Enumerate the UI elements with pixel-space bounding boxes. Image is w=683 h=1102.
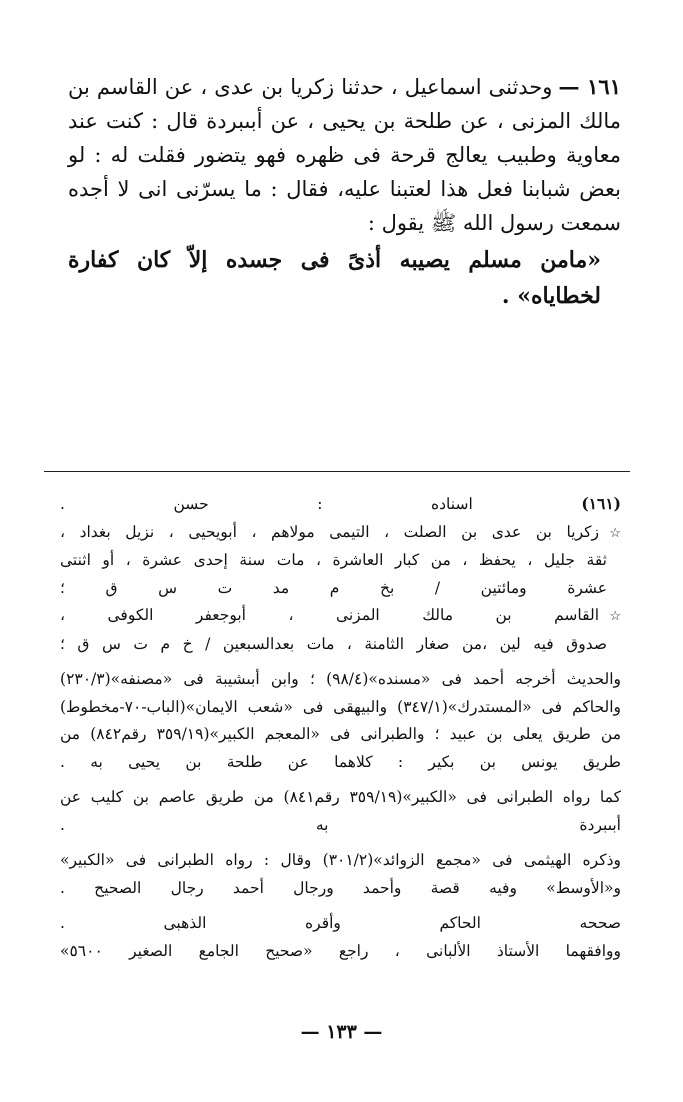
narrator-1-detail: ثقة جليل ، يحفظ ، من كبار العاشرة ، مات سنة إحدى عشرة ، أو اثنتى <box>60 551 607 569</box>
footnote-number: (١٦١) <box>581 494 621 513</box>
takhrij-line: والحاكم فى «المستدرك»(٣٤٧/١) والبيهقى فى «شعب الايمان»(الباب-٧٠-مخطوط) <box>60 697 622 716</box>
narrator-2-name: ☆القاسم بن مالك المزنى ، أبوجعفر الكوفى ، <box>60 602 621 631</box>
quote-line-2: لخطاياه» . <box>501 283 601 309</box>
takhrij-line: والحديث أخرجه أحمد فى «مسنده»(٩٨/٤) ؛ وابن أبىشيبة فى «مصنفه»(٢٣٠/٣) <box>60 670 621 688</box>
hadith-line-5: سمعت رسول الله ﷺ يقول : <box>367 211 621 235</box>
narrator-2-detail: صدوق فيه لين ،من صغار الثامنة ، مات بعدالسبعين / خ م ت س ق ؛ <box>60 634 607 653</box>
authentication-line: ووافقهما الأستاذ الألبانى ، راجع «صحيح الجامع الصغير ٥٦٠٠» <box>60 941 621 960</box>
haythami-paragraph <box>60 847 621 902</box>
isnad-grading: (١٦١) اسناده : حسن . <box>60 494 621 513</box>
takhrij-paragraph <box>60 666 621 776</box>
footnotes <box>60 490 621 965</box>
hadith-line-2: مالك المزنى ، عن طلحة بن يحيى ، عن أبىبردة قال : كنت عند <box>68 109 621 133</box>
narrator-1-name: ☆زكريا بن عدى بن الصلت ، التيمى مولاهم ، أبويحيى ، نزيل بغداد ، <box>60 519 621 548</box>
quote-line-1: «مامن مسلم يصيبه أذىً فى جسده إلاّ كان كفارة <box>68 247 601 273</box>
page-number: — ١٣٣ — <box>300 1021 383 1043</box>
haythami-line: و«الأوسط» وفيه قصة وأحمد ورجال أحمد رجال الصحيح . <box>60 878 621 897</box>
hadith-number: ١٦١ — <box>558 74 621 99</box>
tabarani-paragraph <box>60 784 621 839</box>
authentication-line: صححه الحاكم وأقره الذهبى . <box>60 914 621 932</box>
takhrij-line: طريق يونس بن بكير : كلاهما عن طلحة بن يحيى به . <box>60 752 621 771</box>
haythami-line: وذكره الهيثمى فى «مجمع الزوائد»(٣٠١/٢) وقال : رواه الطبرانى فى «الكبير» <box>60 851 621 869</box>
hadith-line-4: بعض شبابنا فعل هذا لعتبنا عليه، فقال : ما يسرّنى انى لا أجده <box>68 177 621 201</box>
hadith-line-1: ١٦١ —وحدثنى اسماعيل ، حدثنا زكريا بن عدى ، عن القاسم بن <box>68 74 621 99</box>
hadith-line-3: معاوية وطبيب يعالج قرحة فى ظهره فهو يتضور فقلت له : لو <box>68 143 621 167</box>
prophetic-saying <box>68 242 621 314</box>
narrator-1-detail: عشرة ومائتين / بخ م مد ت س ق ؛ <box>60 578 607 597</box>
authentication-paragraph <box>60 910 621 965</box>
takhrij-line: من طريق يعلى بن عبيد ؛ والطبرانى فى «المعجم الكبير»(٣٥٩/١٩ رقم٨٤٢) من <box>60 725 622 743</box>
star-icon: ☆ <box>609 525 621 541</box>
tabarani-line: كما رواه الطبرانى فى «الكبير»(٣٥٩/١٩ رقم٨٤١) من طريق عاصم بن كليب عن <box>60 788 621 806</box>
star-icon: ☆ <box>609 609 621 624</box>
footnote-separator <box>44 471 630 472</box>
hadith-section <box>68 70 621 314</box>
tabarani-line: أبىبردة به . <box>60 815 621 834</box>
